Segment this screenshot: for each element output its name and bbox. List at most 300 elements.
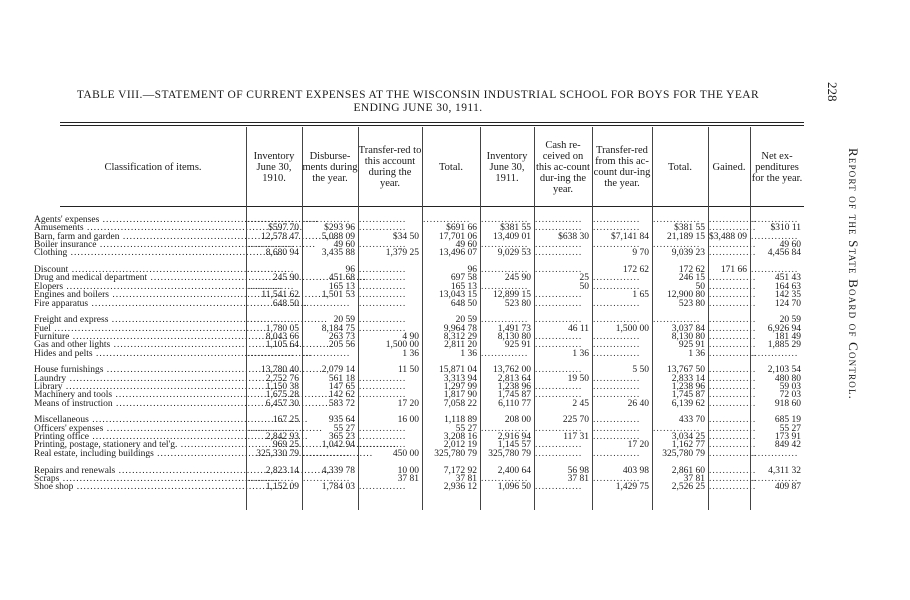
table-cell: 925 91 bbox=[504, 340, 531, 351]
table-cell: .............. bbox=[535, 248, 583, 259]
table-cell: 523 80 bbox=[678, 298, 705, 309]
table-cell: .............. bbox=[303, 348, 351, 359]
table-cell: 1,145 57 bbox=[497, 440, 531, 451]
table-cell: 7,172 92 bbox=[443, 465, 477, 476]
table-cell: 8,184 75 bbox=[321, 323, 355, 334]
page-number: 228 bbox=[825, 82, 840, 102]
column-rule bbox=[750, 127, 751, 510]
table-cell: .............. bbox=[359, 215, 407, 225]
table-cell: .............. bbox=[247, 348, 295, 359]
table-cell: 20 59 bbox=[333, 315, 355, 326]
table-cell: 55 27 bbox=[455, 423, 477, 434]
table-cell: 1 36 bbox=[460, 348, 477, 359]
table-cell: 12,900 80 bbox=[667, 290, 705, 301]
table-cell: .............. bbox=[709, 290, 757, 301]
column-header: Net ex-penditures for the year. bbox=[751, 150, 803, 184]
table-cell: 7,058 22 bbox=[443, 398, 477, 409]
table-cell: 4,456 84 bbox=[767, 248, 801, 259]
table-cell: 55 27 bbox=[779, 423, 801, 434]
table-cell: 561 18 bbox=[328, 373, 355, 384]
column-header: Gained. bbox=[712, 161, 746, 173]
table-cell: 25 bbox=[579, 273, 589, 284]
column-header: Inventory June 30, 1911. bbox=[486, 150, 528, 184]
table-cell: 13,780 40 bbox=[261, 365, 299, 376]
table-cell: .............. bbox=[709, 215, 757, 225]
table-cell: .............. bbox=[709, 373, 757, 384]
table-cell: 648 50 bbox=[272, 298, 299, 309]
table-cell: 142 35 bbox=[774, 290, 801, 301]
table-cell: 1,501 53 bbox=[321, 290, 355, 301]
table-title bbox=[28, 89, 808, 115]
table-cell: .............. bbox=[751, 215, 799, 225]
table-cell: 969 25 bbox=[272, 440, 299, 451]
table-cell: 245 90 bbox=[504, 273, 531, 284]
table-cell: .............. bbox=[535, 448, 583, 459]
top-rule-inner bbox=[60, 125, 804, 126]
row-label: Elopers ..... bbox=[34, 283, 244, 292]
table-cell: .............. bbox=[359, 265, 407, 276]
table-cell: $7,141 84 bbox=[611, 231, 649, 242]
table-cell: .............. bbox=[303, 215, 351, 225]
table-cell: .............. bbox=[593, 415, 641, 426]
row-label: Discount ..... bbox=[34, 266, 244, 275]
table-cell: 1,042 94 bbox=[321, 440, 355, 451]
table-cell: 3,037 84 bbox=[671, 323, 705, 334]
table-cell: 4,339 78 bbox=[321, 465, 355, 476]
table-cell: 165 13 bbox=[328, 281, 355, 292]
table-cell: 1,817 90 bbox=[443, 390, 477, 401]
table-cell: .............. bbox=[593, 473, 641, 484]
table-cell: 1,745 87 bbox=[497, 390, 531, 401]
row-label: Barn, farm and garden ..... bbox=[34, 233, 244, 242]
table-cell: .............. bbox=[709, 248, 757, 259]
table-cell: 164 63 bbox=[774, 281, 801, 292]
table-cell: .............. bbox=[709, 315, 757, 326]
table-cell: .............. bbox=[535, 298, 583, 309]
table-cell: 11 50 bbox=[397, 365, 419, 376]
table-cell: 2,842 93 bbox=[265, 432, 299, 443]
table-cell: .............. bbox=[359, 315, 407, 326]
table-cell: 6,110 77 bbox=[498, 398, 531, 409]
table-cell: 2,400 64 bbox=[497, 465, 531, 476]
title-line-1: TABLE VIII.—STATEMENT OF CURRENT EXPENSES AT THE WISCONSIN INDUSTRIAL SCHOOL FOR BOYS FOR THE YEAR bbox=[76, 89, 760, 101]
table-cell: 2,823 14 bbox=[265, 465, 299, 476]
table-cell: 181 49 bbox=[774, 331, 801, 342]
table-cell: 433 70 bbox=[678, 415, 705, 426]
table-cell: 1,784 03 bbox=[321, 482, 355, 493]
table-cell: 918 60 bbox=[774, 398, 801, 409]
table-cell: .............. bbox=[481, 348, 529, 359]
table-cell: 20 59 bbox=[779, 315, 801, 326]
row-label: Drug and medical department ..... bbox=[34, 274, 244, 283]
table-cell: 173 91 bbox=[774, 432, 801, 443]
table-cell: 450 00 bbox=[392, 448, 419, 459]
table-cell: .............. bbox=[359, 373, 407, 384]
row-label: Machinery and tools ..... bbox=[34, 391, 244, 400]
table-cell: 849 42 bbox=[774, 440, 801, 451]
table-cell: .............. bbox=[593, 348, 641, 359]
row-label: Agents' expenses ..... bbox=[34, 216, 244, 225]
table-cell: .............. bbox=[709, 415, 757, 426]
table-cell: .............. bbox=[359, 281, 407, 292]
table-cell: .............. bbox=[303, 473, 351, 484]
table-cell: 9,039 23 bbox=[671, 248, 705, 259]
table-cell: .............. bbox=[481, 281, 529, 292]
table-cell: 1,297 99 bbox=[443, 382, 477, 392]
table-cell: 1 36 bbox=[402, 348, 419, 359]
table-cell: 1,379 25 bbox=[385, 248, 419, 259]
row-label: Clothing ..... bbox=[34, 249, 244, 258]
table-cell: .............. bbox=[709, 223, 757, 234]
table-cell: 451 43 bbox=[774, 273, 801, 284]
table-cell: 409 87 bbox=[774, 482, 801, 493]
table-cell: .............. bbox=[481, 423, 529, 434]
table-cell: .............. bbox=[535, 215, 583, 225]
table-cell: 2,752 76 bbox=[265, 373, 299, 384]
table-cell: 49 60 bbox=[455, 240, 477, 251]
table-cell: 325,330 79 bbox=[256, 448, 299, 459]
table-cell: .............. bbox=[709, 281, 757, 292]
table-cell: $310 11 bbox=[770, 223, 801, 234]
row-label: Boiler insurance ..... bbox=[34, 241, 244, 250]
table-cell: 523 80 bbox=[504, 298, 531, 309]
table-cell: .............. bbox=[359, 382, 407, 392]
table-cell: 37 81 bbox=[683, 473, 705, 484]
table-cell: .............. bbox=[359, 390, 407, 401]
table-cell: .............. bbox=[535, 482, 583, 493]
table-cell: $34 50 bbox=[392, 231, 419, 242]
table-cell: $293 96 bbox=[324, 223, 355, 234]
table-cell: .............. bbox=[303, 298, 351, 309]
table-cell: 2,813 64 bbox=[497, 373, 531, 384]
table-cell: 325,780 79 bbox=[662, 448, 705, 459]
table-cell: .............. bbox=[423, 215, 471, 225]
table-cell: 2,811 20 bbox=[444, 340, 477, 351]
table-cell: 124 70 bbox=[774, 298, 801, 309]
table-cell: .............. bbox=[709, 398, 757, 409]
table-cell: 1,500 00 bbox=[385, 340, 419, 351]
table-cell: .............. bbox=[751, 473, 799, 484]
table-cell: .............. bbox=[751, 348, 799, 359]
table-cell: 49 60 bbox=[779, 240, 801, 251]
table-cell: 648 50 bbox=[450, 298, 477, 309]
table-cell: $381 55 bbox=[674, 223, 705, 234]
table-cell: 1,150 38 bbox=[265, 382, 299, 392]
table-cell: 225 70 bbox=[562, 415, 589, 426]
table-cell: .............. bbox=[709, 482, 757, 493]
table-cell: .............. bbox=[593, 340, 641, 351]
table-cell: .............. bbox=[481, 240, 529, 251]
row-label: Miscellaneous ..... bbox=[34, 416, 244, 425]
row-label: Fuel ..... bbox=[34, 325, 244, 334]
table-cell: 11,541 62 bbox=[261, 290, 299, 301]
table-cell: .............. bbox=[535, 240, 583, 251]
table-cell: 37 81 bbox=[397, 473, 419, 484]
table-cell: .............. bbox=[359, 440, 407, 451]
column-rule bbox=[708, 127, 709, 510]
table-cell: 50 bbox=[695, 281, 705, 292]
table-cell: .............. bbox=[709, 273, 757, 284]
column-rule bbox=[534, 127, 535, 510]
table-cell: .............. bbox=[359, 298, 407, 309]
row-label: Library ..... bbox=[34, 383, 244, 392]
table-cell: .............. bbox=[751, 231, 799, 242]
table-cell: $597 70 bbox=[268, 223, 299, 234]
table-cell: .............. bbox=[593, 382, 641, 392]
table-cell: 17 20 bbox=[397, 398, 419, 409]
table-cell: 4 90 bbox=[402, 331, 419, 342]
table-cell: 2,079 14 bbox=[321, 365, 355, 376]
row-label: Printing office ..... bbox=[34, 433, 244, 442]
column-rule bbox=[422, 127, 423, 510]
table-cell: 17 20 bbox=[627, 440, 649, 451]
table-cell: $638 30 bbox=[558, 231, 589, 242]
table-cell: 263 73 bbox=[328, 331, 355, 342]
table-cell: .............. bbox=[593, 215, 641, 225]
table-cell: .............. bbox=[593, 298, 641, 309]
column-rule bbox=[246, 127, 247, 510]
table-cell: .............. bbox=[535, 265, 583, 276]
table-cell: 245 90 bbox=[272, 273, 299, 284]
table-cell: .............. bbox=[359, 223, 407, 234]
column-rule bbox=[480, 127, 481, 510]
table-cell: 2 45 bbox=[572, 398, 589, 409]
table-cell: $381 55 bbox=[500, 223, 531, 234]
table-cell: 1,780 05 bbox=[265, 323, 299, 334]
table-cell: 365 23 bbox=[328, 432, 355, 443]
table-cell: 171 66 bbox=[720, 265, 747, 276]
table-cell: .............. bbox=[481, 215, 529, 225]
table-cell: 8,680 94 bbox=[265, 248, 299, 259]
table-cell: 49 60 bbox=[333, 240, 355, 251]
table-cell: 3,034 25 bbox=[671, 432, 705, 443]
table-cell: .............. bbox=[653, 215, 701, 225]
row-label: Laundry ..... bbox=[34, 375, 244, 384]
table-cell: .............. bbox=[593, 432, 641, 443]
column-rule bbox=[652, 127, 653, 510]
table-cell: .............. bbox=[751, 448, 799, 459]
table-cell: 451 68 bbox=[328, 273, 355, 284]
table-cell: .............. bbox=[535, 290, 583, 301]
table-cell: .............. bbox=[535, 365, 583, 376]
table-cell: .............. bbox=[709, 331, 757, 342]
table-cell: 12,578 47 bbox=[261, 231, 299, 242]
table-cell: 50 bbox=[579, 281, 589, 292]
table-cell: 96 bbox=[467, 265, 477, 276]
table-cell: 10 00 bbox=[397, 465, 419, 476]
top-rule bbox=[60, 122, 804, 123]
table-cell: 583 72 bbox=[328, 398, 355, 409]
table-cell: .............. bbox=[481, 265, 529, 276]
table-cell: 13,496 07 bbox=[439, 248, 477, 259]
table-cell: 59 03 bbox=[779, 382, 801, 392]
table-cell: 3,435 88 bbox=[321, 248, 355, 259]
table-cell: 4,311 32 bbox=[768, 465, 801, 476]
row-label: Amusements ..... bbox=[34, 224, 244, 233]
column-header: Transfer-red to this account during the year. bbox=[358, 145, 422, 189]
table-cell: 37 81 bbox=[455, 473, 477, 484]
table-cell: 72 03 bbox=[779, 390, 801, 401]
table-cell: .............. bbox=[593, 390, 641, 401]
table-cell: .............. bbox=[709, 465, 757, 476]
table-cell: 117 31 bbox=[563, 432, 589, 443]
table-cell: 2,916 94 bbox=[497, 432, 531, 443]
table-cell: .............. bbox=[593, 223, 641, 234]
table-cell: .............. bbox=[247, 265, 295, 276]
table-cell: $3,488 09 bbox=[709, 231, 747, 242]
table-cell: 2,833 14 bbox=[671, 373, 705, 384]
table-cell: 12,899 15 bbox=[493, 290, 531, 301]
column-header: Transfer-red from this ac-count dur-ing the year. bbox=[593, 145, 651, 189]
table-cell: 3,208 16 bbox=[443, 432, 477, 443]
table-cell: 480 80 bbox=[774, 373, 801, 384]
table-cell: .............. bbox=[653, 240, 701, 251]
column-header: Total. bbox=[667, 161, 693, 173]
table-cell: 1,105 64 bbox=[265, 340, 299, 351]
table-cell: .............. bbox=[593, 281, 641, 292]
table-cell: .............. bbox=[593, 331, 641, 342]
table-cell: .............. bbox=[593, 273, 641, 284]
table-cell: 172 62 bbox=[622, 265, 649, 276]
column-header: Total. bbox=[438, 161, 464, 173]
table-cell: 1,096 50 bbox=[497, 482, 531, 493]
table-cell: 37 81 bbox=[567, 473, 589, 484]
table-cell: 2,936 12 bbox=[443, 482, 477, 493]
table-cell: 21,189 15 bbox=[667, 231, 705, 242]
row-label: Engines and boilers ..... bbox=[34, 291, 244, 300]
table-cell: 935 64 bbox=[328, 415, 355, 426]
row-label: Fire apparatus ..... bbox=[34, 300, 244, 309]
expense-table bbox=[34, 122, 804, 510]
title-line-2: ENDING JUNE 30, 1911. bbox=[353, 102, 483, 114]
column-rule bbox=[302, 127, 303, 510]
table-cell: 1 36 bbox=[688, 348, 705, 359]
table-cell: 325,780 79 bbox=[434, 448, 477, 459]
header-classification: Classification of items. bbox=[104, 161, 202, 173]
row-label: Real estate, including buildings ..... bbox=[34, 450, 244, 459]
table-cell: .............. bbox=[709, 432, 757, 443]
table-cell: .............. bbox=[535, 223, 583, 234]
table-cell: .............. bbox=[359, 323, 407, 334]
table-cell: .............. bbox=[303, 448, 351, 459]
table-cell: 8,130 80 bbox=[671, 331, 705, 342]
table-cell: 1,885 29 bbox=[767, 340, 801, 351]
table-cell: .............. bbox=[593, 240, 641, 251]
table-cell: 15,871 04 bbox=[439, 365, 477, 376]
table-cell: 8,130 80 bbox=[497, 331, 531, 342]
table-cell: $691 66 bbox=[446, 223, 477, 234]
row-label: Means of instruction ..... bbox=[34, 400, 244, 409]
table-cell: .............. bbox=[247, 315, 295, 326]
table-cell: .............. bbox=[359, 240, 407, 251]
table-cell: 1,745 87 bbox=[671, 390, 705, 401]
table-cell: 167 25 bbox=[272, 415, 299, 426]
row-label: House furnishings ..... bbox=[34, 366, 244, 375]
running-head bbox=[845, 148, 869, 448]
row-label: Shoe shop ..... bbox=[34, 483, 244, 492]
table-cell: 13,762 00 bbox=[493, 365, 531, 376]
table-cell: .............. bbox=[359, 482, 407, 493]
row-label: Freight and express ..... bbox=[34, 316, 244, 325]
table-cell: .............. bbox=[481, 473, 529, 484]
table-cell: 5,088 09 bbox=[321, 231, 355, 242]
table-cell: 205 56 bbox=[328, 340, 355, 351]
table-cell: .............. bbox=[535, 331, 583, 342]
table-cell: 165 13 bbox=[450, 281, 477, 292]
table-cell: 16 00 bbox=[397, 415, 419, 426]
table-cell: 17,701 06 bbox=[439, 231, 477, 242]
table-cell: .............. bbox=[247, 473, 295, 484]
table-cell: .............. bbox=[709, 340, 757, 351]
table-cell: .............. bbox=[535, 423, 583, 434]
row-label: Hides and pelts ..... bbox=[34, 350, 244, 359]
table-cell: 403 98 bbox=[622, 465, 649, 476]
table-cell: .............. bbox=[709, 240, 757, 251]
table-cell: 6,926 94 bbox=[767, 323, 801, 334]
table-cell: 172 62 bbox=[678, 265, 705, 276]
table-cell: 685 19 bbox=[774, 415, 801, 426]
table-cell: .............. bbox=[709, 390, 757, 401]
table-cell: .............. bbox=[653, 423, 701, 434]
table-cell: 2,103 54 bbox=[767, 365, 801, 376]
column-header: Cash re-ceived on this ac-count dur-ing the year. bbox=[536, 139, 590, 195]
table-cell: 208 00 bbox=[504, 415, 531, 426]
table-cell: .............. bbox=[751, 265, 799, 276]
row-label: Furniture ..... bbox=[34, 333, 244, 342]
table-cell: .............. bbox=[535, 382, 583, 392]
table-cell: 6,139 62 bbox=[671, 398, 705, 409]
table-cell: 13,409 01 bbox=[493, 231, 531, 242]
table-cell: .............. bbox=[247, 240, 295, 251]
table-cell: 8,043 66 bbox=[265, 331, 299, 342]
row-label: Gas and other lights ..... bbox=[34, 341, 244, 350]
table-cell: .............. bbox=[247, 281, 295, 292]
table-cell: 2,526 25 bbox=[671, 482, 705, 493]
table-cell: 925 91 bbox=[678, 340, 705, 351]
table-cell: 26 40 bbox=[627, 398, 649, 409]
table-cell: 1,238 96 bbox=[497, 382, 531, 392]
running-head-text: Report of the State Board of Control. bbox=[846, 148, 861, 401]
table-cell: 142 62 bbox=[328, 390, 355, 401]
table-cell: 1 65 bbox=[632, 290, 649, 301]
table-cell: .............. bbox=[535, 390, 583, 401]
table-cell: 1,118 89 bbox=[444, 415, 477, 426]
table-cell: .............. bbox=[593, 315, 641, 326]
table-cell: .............. bbox=[359, 432, 407, 443]
table-cell: .............. bbox=[709, 448, 757, 459]
table-cell: .............. bbox=[709, 382, 757, 392]
table-cell: .............. bbox=[535, 340, 583, 351]
table-cell: 2,012 19 bbox=[443, 440, 477, 451]
table-cell: .............. bbox=[359, 423, 407, 434]
table-cell: 697 58 bbox=[450, 273, 477, 284]
table-cell: 325,780 79 bbox=[488, 448, 531, 459]
column-rule bbox=[592, 127, 593, 510]
table-cell: 1,429 75 bbox=[615, 482, 649, 493]
table-cell: .............. bbox=[535, 440, 583, 451]
table-cell: 55 27 bbox=[333, 423, 355, 434]
table-cell: .............. bbox=[709, 323, 757, 334]
row-label: Repairs and renewals ..... bbox=[34, 467, 244, 476]
table-cell: 147 65 bbox=[328, 382, 355, 392]
table-cell: .............. bbox=[247, 215, 295, 225]
table-cell: 1,162 77 bbox=[671, 440, 705, 451]
table-cell: 9,029 53 bbox=[497, 248, 531, 259]
table-cell: 1,238 96 bbox=[671, 382, 705, 392]
table-cell: 9 70 bbox=[632, 248, 649, 259]
row-label: Scraps ..... bbox=[34, 475, 244, 484]
column-header: Inventory June 30, 1910. bbox=[253, 150, 295, 184]
